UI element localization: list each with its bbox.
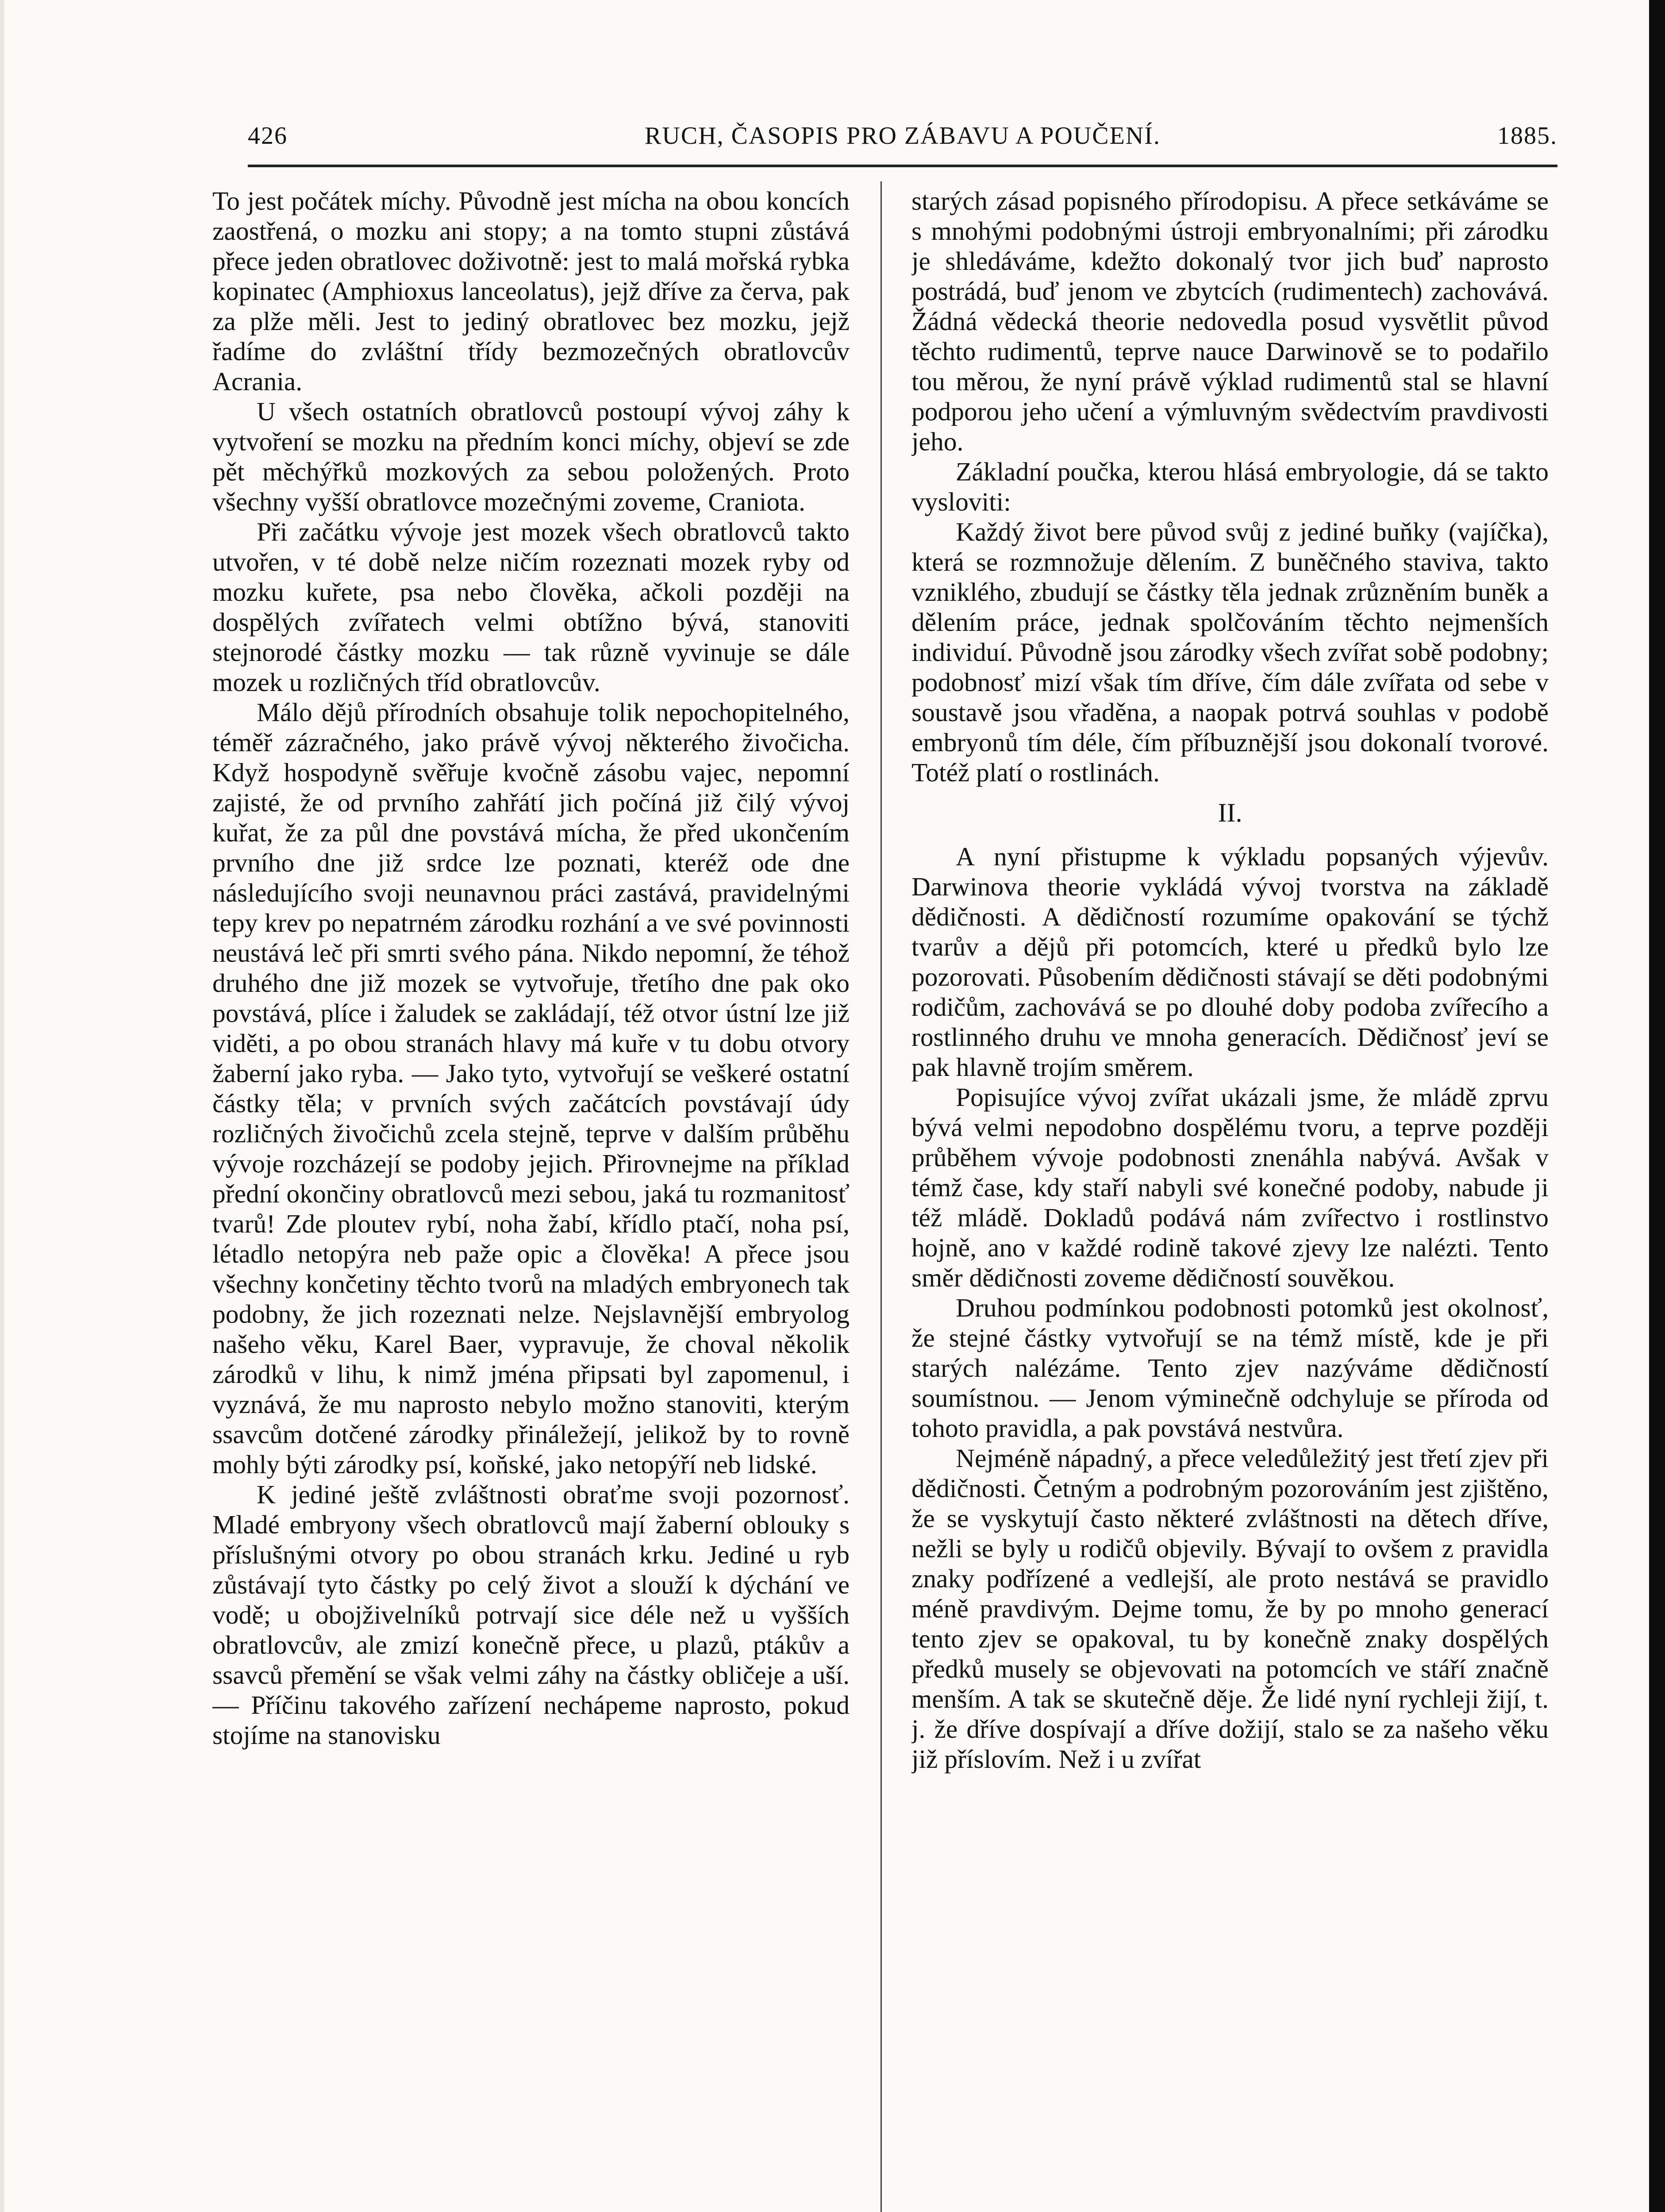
paragraph: To jest počátek míchy. Původně jest mícha na obou koncích zaostřená, o mozku ani stopy; a na tomto stupni zůstává přece jeden obratlovec doživotně: jest to malá mořská rybka kopinatec (Amphioxus lanceolatus), jejž dříve za červa, pak za plže měli. Jest to jediný obratlovec bez mozku, jejž řadíme do zvláštní třídy bezmozečných obratlovcův Acrania. (212, 186, 850, 396)
right-column (911, 186, 1549, 2212)
paragraph: Druhou podmínkou podobnosti potomků jest okolnosť, že stejné částky vytvořují se na témž místě, kde je při starých nalézáme. Tento zjev nazýváme dědičností soumístnou. — Jenom výminečně odchyluje se příroda od tohoto pravidla, a pak povstává nestvůra. (911, 1293, 1549, 1443)
page-number: 426 (248, 122, 288, 150)
paragraph: A nyní přistupme k výkladu popsaných výjevův. Darwinova theorie vykládá vývoj tvorstva na základě dědičnosti. A dědičností rozumíme opakování se týchž tvarův a dějů při potomcích, které u předků bylo lze pozorovati. Působením dědičnosti stávají se děti podobnými rodičům, zachovává se po dlouhé doby podoba zvířecího a rostlinného druhu ve mnoha generacích. Dědičnosť jeví se pak hlavně trojím směrem. (911, 842, 1549, 1082)
paragraph: starých zásad popisného přírodopisu. A přece setkáváme se s mnohými podobnými ústroji embryonalními; při zárodku je shledáváme, kdežto dokonalý tvor jich buď naprosto postrádá, buď jenom ve zbytcích (rudimentech) zachovává. Žádná vědecká theorie nedovedla posud vysvětlit původ těchto rudimentů, teprve nauce Darwinově se to podařilo tou měrou, že nyní právě výklad rudimentů stal se hlavní podporou jeho učení a výmluvným svědectvím pravdivosti jeho. (911, 186, 1549, 456)
scan-left-edge (0, 0, 4, 2212)
scan-right-edge (1649, 0, 1665, 2212)
header-rule (248, 165, 1557, 167)
journal-title: RUCH, ČASOPIS PRO ZÁBAVU A POUČENÍ. (645, 122, 1161, 150)
paragraph: Každý život bere původ svůj z jediné buňky (vajíčka), která se rozmnožuje dělením. Z buněčného staviva, takto vzniklého, zbudují se částky těla jednak zrůzněním buněk a dělením práce, jednak spolčováním těchto nejmenších individuí. Původně jsou zárodky všech zvířat sobě podobny; podobnosť mizí však tím dříve, čím dále zvířata od sebe v soustavě jsou vřaděna, a naopak potrvá souhlas v podobě embryonů tím déle, čím příbuznější jsou dokonalí tvorové. Totéž platí o rostlinách. (911, 517, 1549, 787)
left-column (212, 186, 850, 2212)
running-header (248, 117, 1557, 157)
column-divider (881, 181, 882, 2212)
paragraph: Málo dějů přírodních obsahuje tolik nepochopitelného, téměř zázračného, jako právě vývoj některého živočicha. Když hospodyně svěřuje kvočně zásobu vajec, nepomní zajisté, že od prvního zahřátí jich počíná již čilý vývoj kuřat, že za půl dne povstává mícha, že před ukončením prvního dne již srdce lze poznati, kteréž ode dne následujícího svoji neunavnou práci zastává, pravidelnými tepy krev po nepatrném zárodku rozhání a ve své povinnosti neustává leč při smrti svého pána. Nikdo nepomní, že téhož druhého dne již mozek se vytvořuje, třetího dne pak oko povstává, plíce i žaludek se zakládají, též otvor ústní lze již viděti, a po obou stranách hlavy má kuře v tu dobu otvory žaberní jako ryba. — Jako tyto, vytvořují se veškeré ostatní částky těla; v prvních svých začátcích povstávají údy rozličných živočichů zcela stejně, teprve v dalším průběhu vývoje rozcházejí se podoby jejich. Přirovnejme na příklad přední okončiny obratlovců mezi sebou, jaká tu rozmanitosť tvarů! Zde ploutev rybí, noha žabí, křídlo ptačí, noha psí, létadlo netopýra neb paže opic a člověka! A přece jsou všechny končetiny těchto tvorů na mladých embryonech tak podobny, že jich rozeznati nelze. Nejslavnější embryolog našeho věku, Karel Baer, vypravuje, že choval několik zárodků v lihu, k nimž jména připsati byl zapomenul, i vyznává, že mu naprosto nebylo možno stanoviti, kterým ssavcům dotčené zárodky přináležejí, jelikož by to rovně mohly býti zárodky psí, koňské, jako netopýří neb lidské. (212, 698, 850, 1479)
paragraph: Při začátku vývoje jest mozek všech obratlovců takto utvořen, v té době nelze ničím rozeznati mozek ryby od mozku kuřete, psa nebo člověka, ačkoli později na dospělých zvířatech velmi obtížno bývá, stanoviti stejnorodé částky mozku — tak různě vyvinuje se dále mozek u rozličných tříd obratlovcův. (212, 517, 850, 697)
paragraph: Základní poučka, kterou hlásá embryologie, dá se takto vysloviti: (911, 457, 1549, 516)
paragraph: Popisujíce vývoj zvířat ukázali jsme, že mládě zprvu bývá velmi nepodobno dospělému tvoru, a teprve později průběhem vývoje podobnosti znenáhla nabývá. Avšak v témž čase, kdy staří nabyli své konečné podoby, nabude ji též mládě. Dokladů podává nám zvířectvo i rostlinstvo hojně, ano v každé rodině takové zjevy lze nalézti. Tento směr dědičnosti zoveme dědičností souvěkou. (911, 1083, 1549, 1292)
year: 1885. (1497, 122, 1557, 150)
paragraph: U všech ostatních obratlovců postoupí vývoj záhy k vytvoření se mozku na předním konci míchy, objeví se zde pět měchýřků mozkových za sebou položených. Proto všechny vyšší obratlovce mozečnými zoveme, Craniota. (212, 397, 850, 516)
paragraph: Nejméně nápadný, a přece veledůležitý jest třetí zjev při dědičnosti. Četným a podrobným pozorováním jest zjištěno, že se vyskytují často některé zvláštnosti na dětech dříve, nežli se byly u rodičů objevily. Bývají to ovšem z pravidla znaky podřízené a vedlejší, ale proto nestává se pravidlo méně pravdivým. Dejme tomu, že by po mnoho generací tento zjev se opakoval, tu by konečně znaky dospělých předků musely se objevovati na potomcích ve stáří značně menším. A tak se skutečně děje. Že lidé nyní rychleji žijí, t. j. že dříve dospívají a dříve dožijí, stalo se za našeho věku již příslovím. Než i u zvířat (911, 1444, 1549, 1774)
paragraph: K jediné ještě zvláštnosti obraťme svoji pozornosť. Mladé embryony všech obratlovců mají žaberní oblouky s příslušnými otvory po obou stranách krku. Jediné u ryb zůstávají tyto částky po celý život a slouží k dýchání ve vodě; u obojživelníků potrvají sice déle než u vyšších obratlovcův, ale zmizí konečně přece, u plazů, ptákův a ssavců přemění se však velmi záhy na částky obličeje a uší. — Příčinu takového zařízení nechápeme naprosto, pokud stojíme na stanovisku (212, 1480, 850, 1750)
section-heading: II. (1218, 798, 1242, 827)
